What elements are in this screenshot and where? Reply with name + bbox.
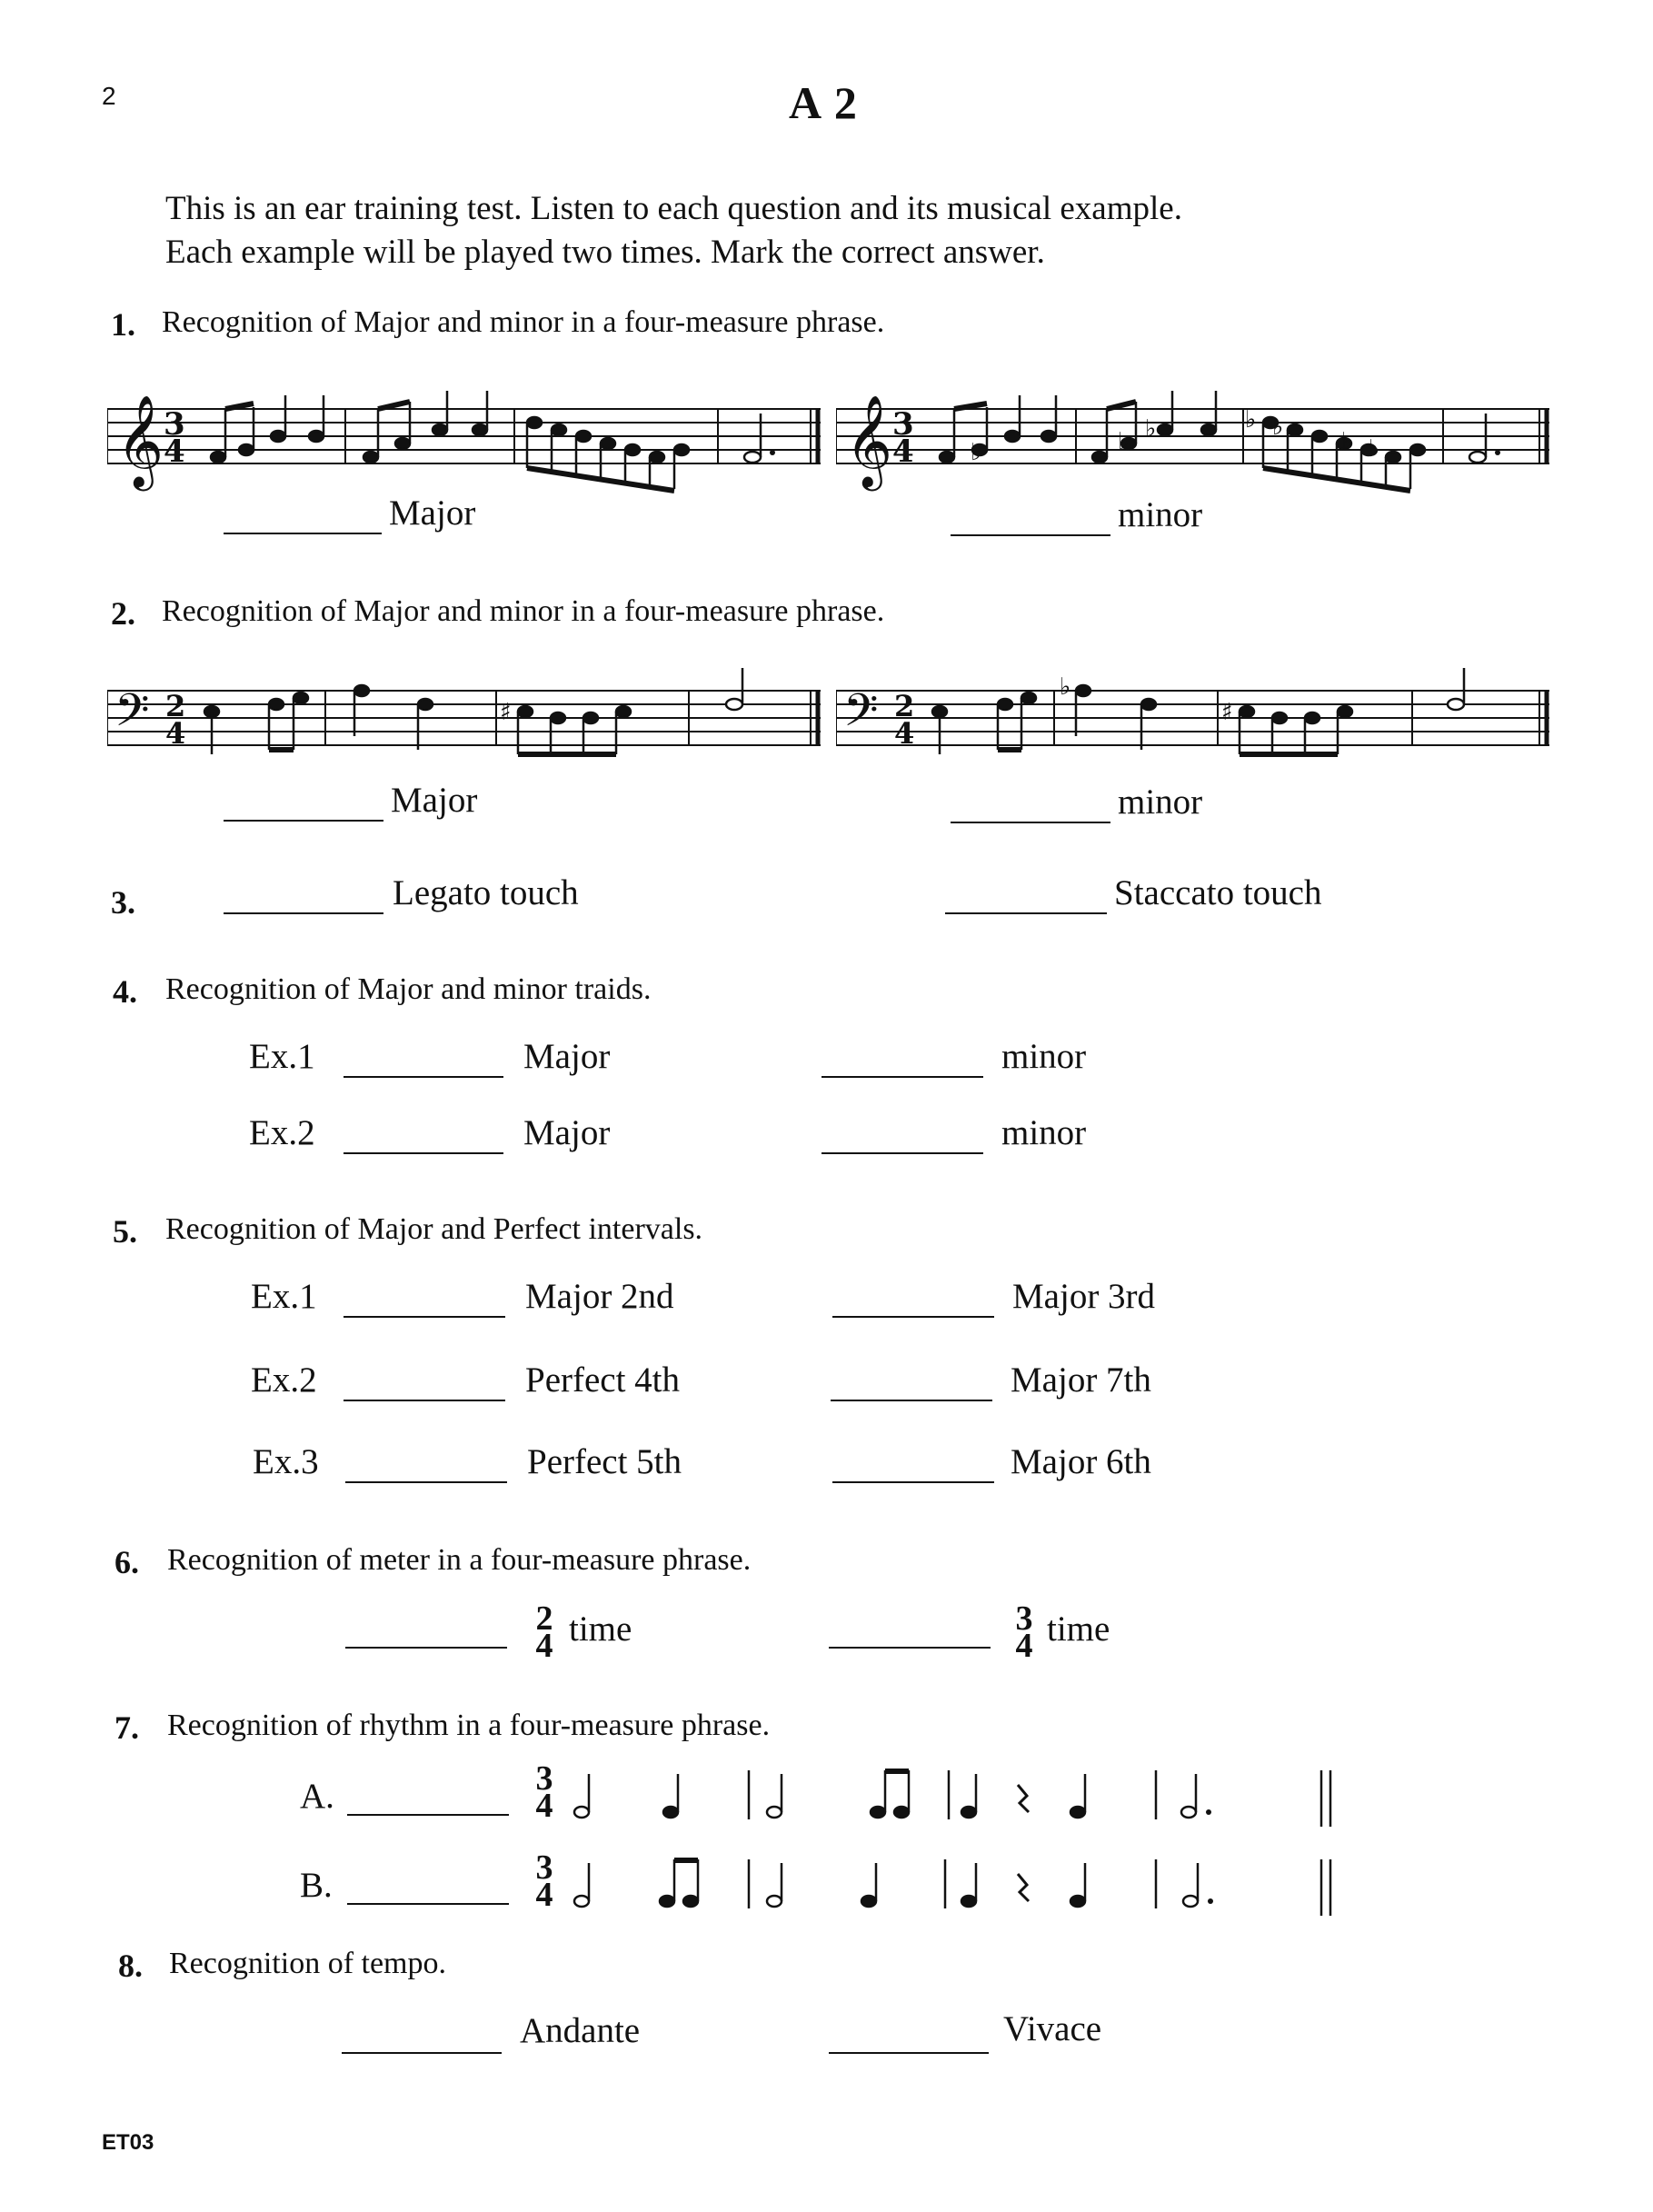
svg-text:♭: ♭	[1272, 414, 1284, 441]
q4-ex2-major-blank[interactable]	[344, 1152, 503, 1154]
q6-2-4-label: time	[569, 1609, 632, 1649]
q4-ex2-minor-label: minor	[1001, 1113, 1087, 1152]
q1-major-answer-blank[interactable]	[224, 533, 382, 534]
question-1-number: 1.	[111, 306, 135, 343]
question-8-text: Recognition of tempo.	[169, 1947, 447, 1980]
q7-row-b-time-signature: 3 4	[535, 1848, 553, 1914]
instructions-line-1: This is an ear training test. Listen to each question and its musical example.	[165, 190, 1182, 227]
q5-ex2-a-blank[interactable]	[344, 1400, 505, 1401]
q8-vivace-label: Vivace	[1003, 2009, 1102, 2048]
q5-ex3-a-blank[interactable]	[345, 1481, 507, 1483]
svg-text:3: 3	[164, 406, 185, 443]
q5-ex1-a-label: Major 2nd	[525, 1277, 674, 1316]
q2-minor-label: minor	[1118, 782, 1203, 822]
q5-ex1-b-label: Major 3rd	[1012, 1277, 1156, 1316]
q2-minor-answer-blank[interactable]	[951, 822, 1110, 823]
question-4-number: 4.	[113, 973, 137, 1010]
q8-andante-blank[interactable]	[342, 2052, 502, 2054]
svg-text:𝄢: 𝄢	[843, 684, 879, 748]
q3-staccato-label: Staccato touch	[1114, 873, 1322, 912]
q1-minor-answer-blank[interactable]	[951, 534, 1110, 536]
svg-text:♭: ♭	[1369, 435, 1380, 463]
q7-row-b-label: B.	[300, 1866, 333, 1905]
svg-text:♭: ♭	[1341, 428, 1353, 455]
svg-text:2: 2	[894, 689, 915, 723]
page-number: 2	[102, 82, 116, 110]
svg-text:♭: ♭	[1245, 406, 1257, 433]
q5-ex3-b-blank[interactable]	[832, 1481, 994, 1483]
q7-row-a-label: A.	[300, 1777, 334, 1816]
q5-ex1-a-blank[interactable]	[344, 1316, 505, 1318]
q5-ex2-b-blank[interactable]	[831, 1400, 992, 1401]
svg-text:4: 4	[164, 433, 185, 470]
q4-ex2-minor-blank[interactable]	[822, 1152, 983, 1154]
q1-major-label: Major	[389, 493, 476, 533]
page-title: A 2	[789, 77, 859, 128]
q6-3-4-time-signature: 3 4	[1015, 1599, 1033, 1665]
q4-ex2-major-label: Major	[523, 1113, 611, 1152]
svg-text:♭: ♭	[971, 439, 982, 466]
svg-text:♯: ♯	[1221, 699, 1233, 726]
svg-text:𝄢: 𝄢	[115, 684, 150, 748]
q7-row-a-rhythm	[563, 1754, 1345, 1836]
svg-text:4: 4	[165, 716, 186, 751]
q4-ex1-major-label: Major	[523, 1037, 611, 1076]
q2-major-staff	[107, 663, 825, 791]
footer-code: ET03	[102, 2130, 154, 2155]
svg-text:𝄞: 𝄞	[116, 394, 164, 487]
svg-text:♭: ♭	[1060, 673, 1071, 701]
question-2-text: Recognition of Major and minor in a four-measure phrase.	[162, 594, 885, 628]
question-7-number: 7.	[115, 1709, 139, 1746]
question-3-number: 3.	[111, 884, 135, 921]
instructions-line-2: Each example will be played two times. Mark the correct answer.	[165, 234, 1045, 271]
q2-major-answer-blank[interactable]	[224, 820, 383, 822]
q2-major-label: Major	[391, 781, 478, 820]
svg-text:♭: ♭	[1145, 415, 1157, 443]
q2-minor-staff	[836, 663, 1554, 791]
q1-minor-label: minor	[1118, 495, 1203, 534]
q4-ex1-minor-label: minor	[1001, 1037, 1087, 1076]
q4-ex2-label: Ex.2	[249, 1113, 315, 1152]
question-6-text: Recognition of meter in a four-measure phrase.	[167, 1543, 752, 1577]
q3-staccato-answer-blank[interactable]	[945, 912, 1107, 914]
question-7-text: Recognition of rhythm in a four-measure phrase.	[167, 1709, 771, 1742]
q5-ex2-label: Ex.2	[251, 1360, 317, 1400]
q5-ex3-a-label: Perfect 5th	[527, 1442, 682, 1481]
q8-vivace-blank[interactable]	[829, 2052, 989, 2054]
q4-ex1-label: Ex.1	[249, 1037, 315, 1076]
svg-text:♭: ♭	[1118, 428, 1130, 455]
svg-text:3: 3	[892, 406, 914, 443]
question-2-number: 2.	[111, 595, 135, 632]
svg-text:𝄞: 𝄞	[845, 394, 893, 487]
q5-ex1-b-blank[interactable]	[832, 1316, 994, 1318]
svg-text:4: 4	[894, 716, 915, 751]
question-5-text: Recognition of Major and Perfect intervals.	[165, 1212, 703, 1246]
q6-2-4-blank[interactable]	[345, 1647, 507, 1649]
q1-major-staff	[107, 382, 825, 509]
svg-text:2: 2	[165, 689, 186, 723]
q7-row-b-blank[interactable]	[347, 1903, 509, 1905]
q5-ex3-label: Ex.3	[253, 1442, 319, 1481]
question-6-number: 6.	[115, 1544, 139, 1580]
q3-legato-answer-blank[interactable]	[224, 912, 383, 914]
svg-text:♯: ♯	[500, 699, 512, 726]
q5-ex2-a-label: Perfect 4th	[525, 1360, 681, 1400]
q8-andante-label: Andante	[520, 2011, 641, 2050]
question-5-number: 5.	[113, 1213, 137, 1250]
q7-row-a-blank[interactable]	[347, 1814, 509, 1816]
q6-3-4-blank[interactable]	[829, 1647, 991, 1649]
q7-row-a-time-signature: 3 4	[535, 1759, 553, 1825]
q4-ex1-major-blank[interactable]	[344, 1076, 503, 1078]
question-8-number: 8.	[118, 1948, 143, 1984]
q5-ex2-b-label: Major 7th	[1011, 1360, 1151, 1400]
question-4-text: Recognition of Major and minor traids.	[165, 972, 652, 1006]
q5-ex3-b-label: Major 6th	[1011, 1442, 1151, 1481]
q6-2-4-time-signature: 2 4	[535, 1599, 553, 1665]
q6-3-4-label: time	[1047, 1609, 1110, 1649]
q4-ex1-minor-blank[interactable]	[822, 1076, 983, 1078]
svg-text:4: 4	[892, 433, 914, 470]
q3-legato-label: Legato touch	[393, 873, 579, 912]
q7-row-b-rhythm	[563, 1843, 1345, 1925]
question-1-text: Recognition of Major and minor in a four-measure phrase.	[162, 305, 885, 339]
q1-minor-staff	[836, 382, 1554, 509]
q5-ex1-label: Ex.1	[251, 1277, 317, 1316]
